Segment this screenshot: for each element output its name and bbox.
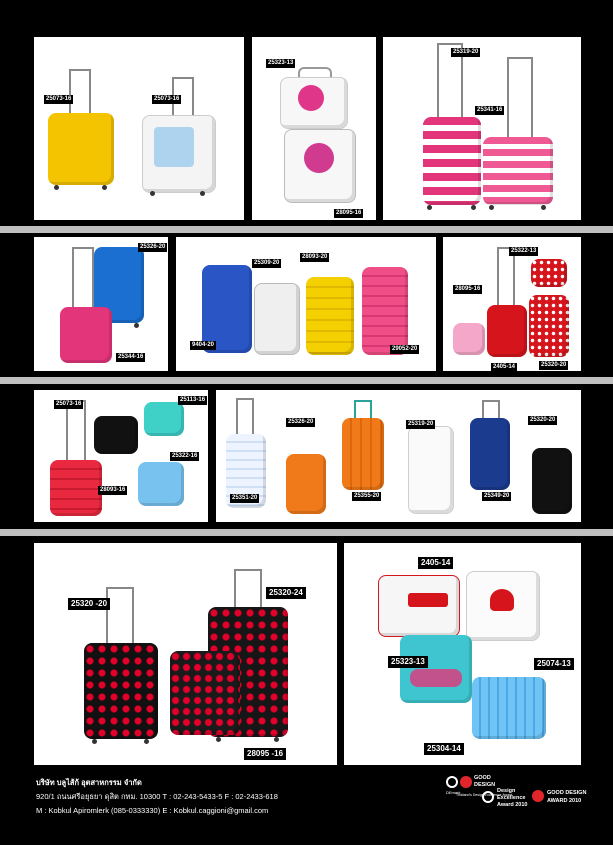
flower-graphic — [410, 669, 462, 687]
suitcase-icon — [202, 265, 252, 353]
suitcase-navy — [470, 400, 510, 500]
suitcase-white — [254, 283, 298, 355]
suitcase-icon — [408, 426, 454, 514]
suitcase-icon — [483, 137, 553, 205]
model-tag: 25073-16 — [46, 96, 72, 102]
company-name: บริษัท บลูไส้ก้ อุตสาหกรรม จำกัด — [36, 778, 142, 787]
award-logo-text: DEmark — [446, 790, 461, 795]
model-tag: 25320-20 — [541, 362, 567, 368]
award2-line3: Award 2010 — [497, 802, 528, 808]
suitcase-orange — [286, 420, 326, 516]
model-tag: 9404-20 — [192, 342, 215, 348]
address-line: 920/1 ถนนศรีอยุธยา ดุสิต กทม. 10300 T : 02-243-5433-5 F : 02-2433-618 — [36, 792, 278, 801]
suitcase-icon — [532, 448, 572, 514]
tree-graphic — [304, 143, 334, 173]
model-tag: 29052-20 — [392, 346, 418, 352]
logo-graphic — [408, 593, 448, 607]
suitcase-icon — [60, 307, 112, 363]
model-tag: 25074-13 — [534, 658, 574, 670]
model-tag: 28093-16 — [100, 487, 126, 493]
beauty-case-coca-cola — [378, 575, 458, 637]
model-tag: 28093-20 — [302, 254, 328, 260]
suitcase-yellow — [48, 69, 114, 193]
separator — [0, 377, 613, 384]
wheel — [144, 739, 149, 744]
model-tag: 25319-20 — [453, 49, 479, 55]
wheel — [471, 205, 476, 210]
suitcase-handle — [236, 398, 254, 438]
suitcase-icon — [487, 305, 527, 357]
suitcase-icon — [48, 113, 114, 185]
model-tag: 2405-14 — [418, 557, 453, 569]
beauty-case-lightblue — [138, 462, 184, 508]
beauty-case-pink — [453, 323, 485, 357]
award-logo-icon — [482, 791, 494, 803]
wheel — [134, 323, 139, 328]
award2-line1: Design — [497, 788, 516, 794]
beauty-case-icon — [453, 323, 485, 355]
suitcase-handle — [72, 247, 94, 311]
suitcase-icon — [254, 283, 300, 355]
award-logo-icon — [446, 776, 458, 788]
model-tag: 25326-20 — [288, 419, 314, 425]
suitcase-red-small — [487, 247, 527, 357]
model-tag: 25322-16 — [172, 453, 198, 459]
wheel — [427, 205, 432, 210]
print-graphic — [154, 127, 194, 167]
suitcase-black-red-print-medium — [84, 587, 158, 747]
model-tag: 25309-20 — [254, 260, 280, 266]
model-tag: 25319-20 — [408, 421, 434, 427]
award1-top: GOOD — [474, 775, 491, 781]
suitcase-handle — [234, 569, 262, 611]
suitcase-white-green — [408, 426, 452, 518]
row1-panel3 — [383, 37, 581, 220]
suitcase-icon — [286, 454, 326, 514]
model-tag: 25304-14 — [424, 743, 464, 755]
model-tag: 25073-16 — [56, 401, 82, 407]
separator — [0, 529, 613, 536]
model-tag: 25113-16 — [180, 397, 206, 403]
suitcase-icon — [342, 418, 384, 490]
suitcase-icon — [306, 277, 354, 355]
row4-panel1 — [34, 543, 337, 765]
suitcase-handle — [66, 400, 86, 464]
suitcase-white-tree — [284, 129, 354, 207]
beauty-case-icon — [144, 402, 184, 436]
model-tag: 25323-13 — [268, 60, 294, 66]
suitcase-red — [50, 400, 102, 518]
model-tag: 25320-24 — [266, 587, 306, 599]
suitcase-icon — [84, 643, 158, 739]
row3-panel1 — [34, 390, 208, 522]
row1-panel1 — [34, 37, 244, 220]
model-tag: 25326-20 — [140, 244, 166, 250]
row1-panel2 — [252, 37, 376, 220]
model-tag: 25323-13 — [388, 656, 428, 668]
suitcase-icon — [470, 418, 510, 490]
suitcase-pink-stripe-tall — [423, 43, 481, 213]
suitcase-black-red-print-small — [170, 651, 240, 741]
heart-graphic — [490, 589, 514, 611]
beauty-case-icon — [531, 259, 567, 287]
model-tag: 25344-16 — [118, 354, 144, 360]
wheel — [102, 185, 107, 190]
award3-line1: GOOD DESIGN — [547, 790, 587, 796]
beauty-case-floral — [400, 635, 472, 705]
good-design-award-icon — [532, 790, 544, 802]
tree-graphic — [298, 85, 324, 111]
award1-note: Thailand's Design Excellence Award — [456, 793, 513, 797]
row2-panel1 — [34, 237, 168, 371]
model-tag: 25320 -20 — [68, 598, 110, 610]
suitcase-pink-ribbed — [362, 267, 408, 357]
model-tag: 25351-20 — [232, 495, 258, 501]
beauty-case-blue-ribbed — [472, 677, 546, 741]
suitcase-icon — [423, 117, 481, 205]
suitcase-pink-stripe-small — [483, 57, 553, 213]
model-tag: 25355-20 — [354, 493, 380, 499]
wheel — [200, 191, 205, 196]
suitcase-handle — [106, 587, 134, 647]
beauty-case-white — [280, 67, 346, 135]
suitcase-handle — [497, 247, 515, 309]
suitcase-icon — [529, 295, 569, 357]
award3-line2: AWARD 2010 — [547, 798, 582, 804]
suitcase-handle — [69, 69, 91, 117]
suitcase-pink — [60, 247, 112, 365]
suitcase-handle — [507, 57, 533, 143]
wheel — [150, 191, 155, 196]
model-tag: 28095 -16 — [244, 748, 286, 760]
beauty-case-white-heart — [466, 571, 538, 641]
model-tag: 25349-20 — [484, 493, 510, 499]
good-design-icon — [460, 776, 472, 788]
wheel — [541, 205, 546, 210]
model-tag: 2405-14 — [493, 364, 516, 370]
model-tag: 25073-16 — [154, 96, 180, 102]
suitcase-red-dots — [529, 295, 569, 359]
separator — [0, 226, 613, 233]
model-tag: 25322-13 — [511, 248, 537, 254]
contact-line: M : Kobkul Apiromlerk (085-0333330) E : Kobkul.caggioni@gmail.com — [36, 806, 269, 815]
row2-panel2 — [176, 237, 436, 371]
row3-panel2 — [216, 390, 581, 522]
wheel — [92, 739, 97, 744]
wheel — [274, 737, 279, 742]
wheel — [489, 205, 494, 210]
model-tag: 25341-16 — [477, 107, 503, 113]
model-tag: 28095-16 — [336, 210, 362, 216]
model-tag: 28095-16 — [455, 286, 481, 292]
suitcase-icon — [50, 460, 102, 516]
row2-panel3 — [443, 237, 581, 371]
beauty-case-icon — [472, 677, 546, 739]
beauty-case-icon — [138, 462, 184, 506]
suitcase-orange-teal — [342, 400, 384, 500]
suitcase-icon — [170, 651, 240, 735]
suitcase-yellow-ribbed — [306, 277, 354, 357]
beauty-case-cyan — [144, 402, 184, 438]
footer — [0, 770, 613, 845]
wheel — [54, 185, 59, 190]
award1-bottom: DESIGN — [474, 782, 496, 788]
row4-panel2 — [344, 543, 581, 765]
model-tag: 25320-20 — [530, 417, 556, 423]
award2-line2: Excellence — [497, 795, 526, 801]
suitcase-black-print — [532, 420, 572, 516]
suitcase-icon — [362, 267, 408, 355]
beauty-case-red-dots — [531, 259, 567, 289]
